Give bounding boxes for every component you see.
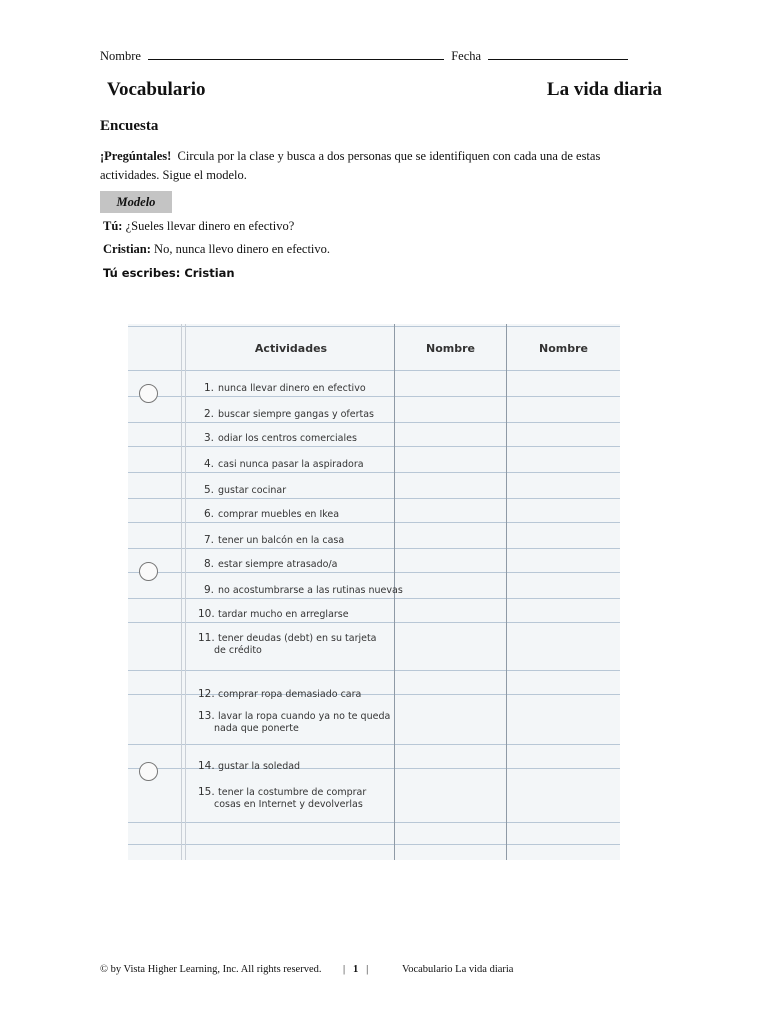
modelo-label: Modelo	[100, 191, 172, 213]
activity-row	[198, 382, 366, 395]
activity-text: gustar la soledad	[218, 761, 301, 772]
activity-row	[198, 710, 390, 735]
activity-row	[198, 534, 344, 547]
activity-row	[198, 786, 366, 811]
title-la-vida-diaria: La vida diaria	[546, 79, 662, 100]
activity-number: 2.	[203, 408, 214, 420]
ruled-line	[128, 670, 620, 671]
activity-number: 13.	[198, 710, 215, 722]
modelo-question: ¿Sueles llevar dinero en efectivo?	[125, 219, 295, 233]
fecha-label: Fecha	[451, 49, 482, 63]
ruled-line	[128, 622, 620, 623]
activity-text-continued: cosas en Internet y devolverlas	[214, 799, 363, 810]
footer-copyright: © by Vista Higher Learning, Inc. All rights reserved.	[100, 964, 322, 975]
header-nombre-2: Nombre	[539, 342, 588, 355]
activity-row	[198, 760, 300, 773]
activity-text-continued: de crédito	[214, 645, 262, 656]
activity-row	[198, 632, 377, 657]
nombre-label: Nombre	[100, 49, 141, 63]
activity-row	[198, 432, 357, 445]
activity-number: 10.	[198, 608, 215, 620]
instructions	[100, 147, 660, 185]
ruled-line	[128, 522, 620, 523]
modelo-line-3: Tú escribes: Cristian	[103, 266, 235, 280]
activity-row	[198, 558, 337, 571]
column-divider	[506, 324, 507, 860]
activity-row	[198, 508, 339, 521]
activity-text-continued: nada que ponerte	[214, 723, 299, 734]
activity-number: 7.	[203, 534, 214, 546]
page-number: 1	[352, 964, 359, 975]
activity-row	[198, 688, 361, 701]
activity-number: 8.	[203, 558, 214, 570]
section-title: Encuesta	[100, 118, 159, 134]
ruled-line	[128, 446, 620, 447]
activity-text: odiar los centros comerciales	[218, 433, 357, 444]
activity-number: 3.	[203, 432, 214, 444]
activity-number: 1.	[203, 382, 214, 394]
binder-hole-icon	[139, 762, 158, 781]
footer-page	[343, 964, 368, 975]
activity-text: lavar la ropa cuando ya no te queda	[218, 711, 391, 722]
ruled-line	[128, 572, 620, 573]
activity-text: estar siempre atrasado/a	[218, 559, 338, 570]
ruled-line	[128, 370, 620, 371]
activity-text: nunca llevar dinero en efectivo	[218, 383, 366, 394]
ruled-line	[128, 598, 620, 599]
instructions-text: Circula por la clase y busca a dos personas que se identifiquen con cada una de estas actividades. Sigue el modelo.	[100, 149, 601, 182]
activity-text: casi nunca pasar la aspiradora	[218, 459, 364, 470]
activity-number: 9.	[203, 584, 214, 596]
activity-row	[198, 584, 403, 597]
activity-text: no acostumbrarse a las rutinas nuevas	[218, 585, 403, 596]
activity-text: gustar cocinar	[218, 485, 287, 496]
activity-text: tener deudas (debt) en su tarjeta	[218, 633, 377, 644]
modelo-line-1	[103, 219, 294, 234]
activity-number: 11.	[198, 632, 215, 644]
fecha-blank[interactable]	[488, 47, 628, 60]
activity-row	[198, 608, 349, 621]
speaker-cristian: Cristian:	[103, 242, 151, 256]
activity-text: tener la costumbre de comprar	[218, 787, 367, 798]
modelo-line-2	[103, 242, 330, 257]
nombre-blank[interactable]	[148, 47, 444, 60]
activity-number: 6.	[203, 508, 214, 520]
footer-title: Vocabulario La vida diaria	[402, 964, 514, 975]
activity-text: tener un balcón en la casa	[218, 535, 345, 546]
activity-number: 5.	[203, 484, 214, 496]
ruled-line	[128, 822, 620, 823]
ruled-line	[128, 472, 620, 473]
name-date-line	[100, 47, 632, 64]
page-sep-right: |	[366, 964, 369, 975]
ruled-line	[128, 844, 620, 845]
ruled-line	[128, 326, 620, 327]
activity-row	[198, 408, 374, 421]
activity-row	[198, 484, 286, 497]
activity-number: 4.	[203, 458, 214, 470]
activity-text: comprar muebles en Ikea	[218, 509, 340, 520]
ruled-line	[128, 744, 620, 745]
activity-text: buscar siempre gangas y ofertas	[218, 409, 374, 420]
title-vocabulario: Vocabulario	[107, 79, 206, 100]
ruled-line	[128, 498, 620, 499]
ruled-line	[128, 548, 620, 549]
margin-line	[185, 324, 186, 860]
page-sep-left: |	[343, 964, 346, 975]
binder-hole-icon	[139, 562, 158, 581]
activity-number: 14.	[198, 760, 215, 772]
activity-number: 15.	[198, 786, 215, 798]
instructions-bold: ¡Pregúntales!	[100, 149, 172, 163]
activity-number: 12.	[198, 688, 215, 700]
survey-worksheet	[128, 324, 620, 860]
ruled-line	[128, 422, 620, 423]
header-actividades: Actividades	[254, 342, 328, 355]
modelo-answer: No, nunca llevo dinero en efectivo.	[154, 242, 331, 256]
activity-text: comprar ropa demasiado cara	[218, 689, 362, 700]
speaker-tu: Tú:	[103, 219, 123, 233]
activity-row	[198, 458, 364, 471]
margin-line	[181, 324, 182, 860]
ruled-line	[128, 396, 620, 397]
header-nombre-1: Nombre	[426, 342, 475, 355]
activity-text: tardar mucho en arreglarse	[218, 609, 349, 620]
binder-hole-icon	[139, 384, 158, 403]
